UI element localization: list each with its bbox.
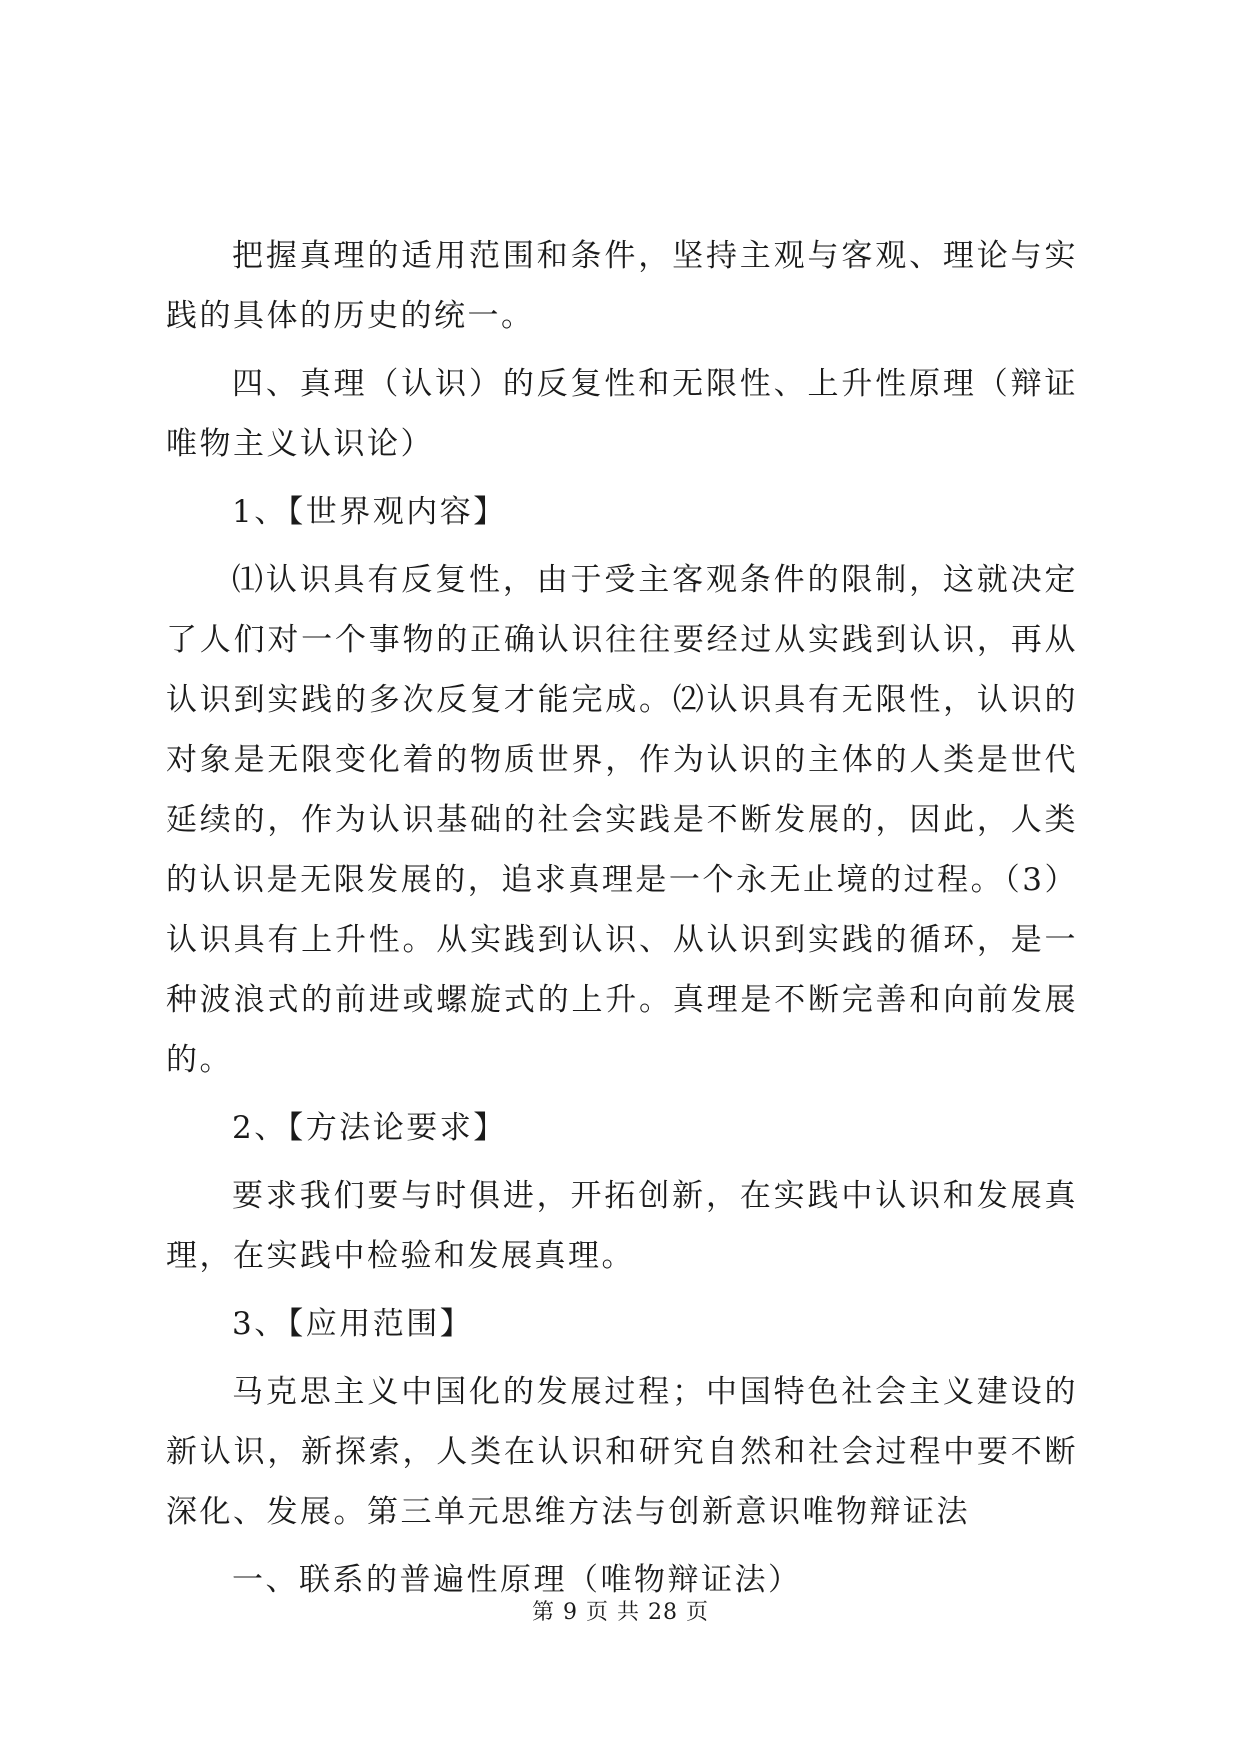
paragraph-worldview-content: ⑴认识具有反复性，由于受主客观条件的限制，这就决定了人们对一个事物的正确认识往往要经过从实践到认识，再从认识到实践的多次反复才能完成。⑵认识具有无限性，认识的对象是无限变化着的物质世界，作为认识的主体的人类是世代延续的，作为认识基础的社会实践是不断发展的，因此，人类的认识是无限发展的，追求真理是一个永无止境的过程。（3）认识具有上升性。从实践到认识、从认识到实践的循环，是一种波浪式的前进或螺旋式的上升。真理是不断完善和向前发展的。: [166, 562, 1078, 1078]
document-body: [166, 226, 1078, 1618]
section-heading-four: 四、真理（认识）的反复性和无限性、上升性原理（辩证唯物主义认识论）: [166, 366, 1078, 462]
paragraph-truth-scope: 把握真理的适用范围和条件，坚持主观与客观、理论与实践的具体的历史的统一。: [166, 238, 1078, 334]
subheading-methodology: 2、【方法论要求】: [232, 1110, 507, 1146]
page-number-footer: 第 9 页 共 28 页: [532, 1600, 709, 1625]
subheading-application: 3、【应用范围】: [232, 1306, 474, 1342]
subheading-worldview: 1、【世界观内容】: [232, 494, 507, 530]
paragraph-methodology: 要求我们要与时俱进，开拓创新，在实践中认识和发展真理，在实践中检验和发展真理。: [166, 1178, 1078, 1274]
section-heading-one: 一、联系的普遍性原理（唯物辩证法）: [232, 1562, 802, 1598]
paragraph-application: 马克思主义中国化的发展过程；中国特色社会主义建设的新认识，新探索，人类在认识和研究自然和社会过程中要不断深化、发展。第三单元思维方法与创新意识唯物辩证法: [166, 1374, 1078, 1530]
